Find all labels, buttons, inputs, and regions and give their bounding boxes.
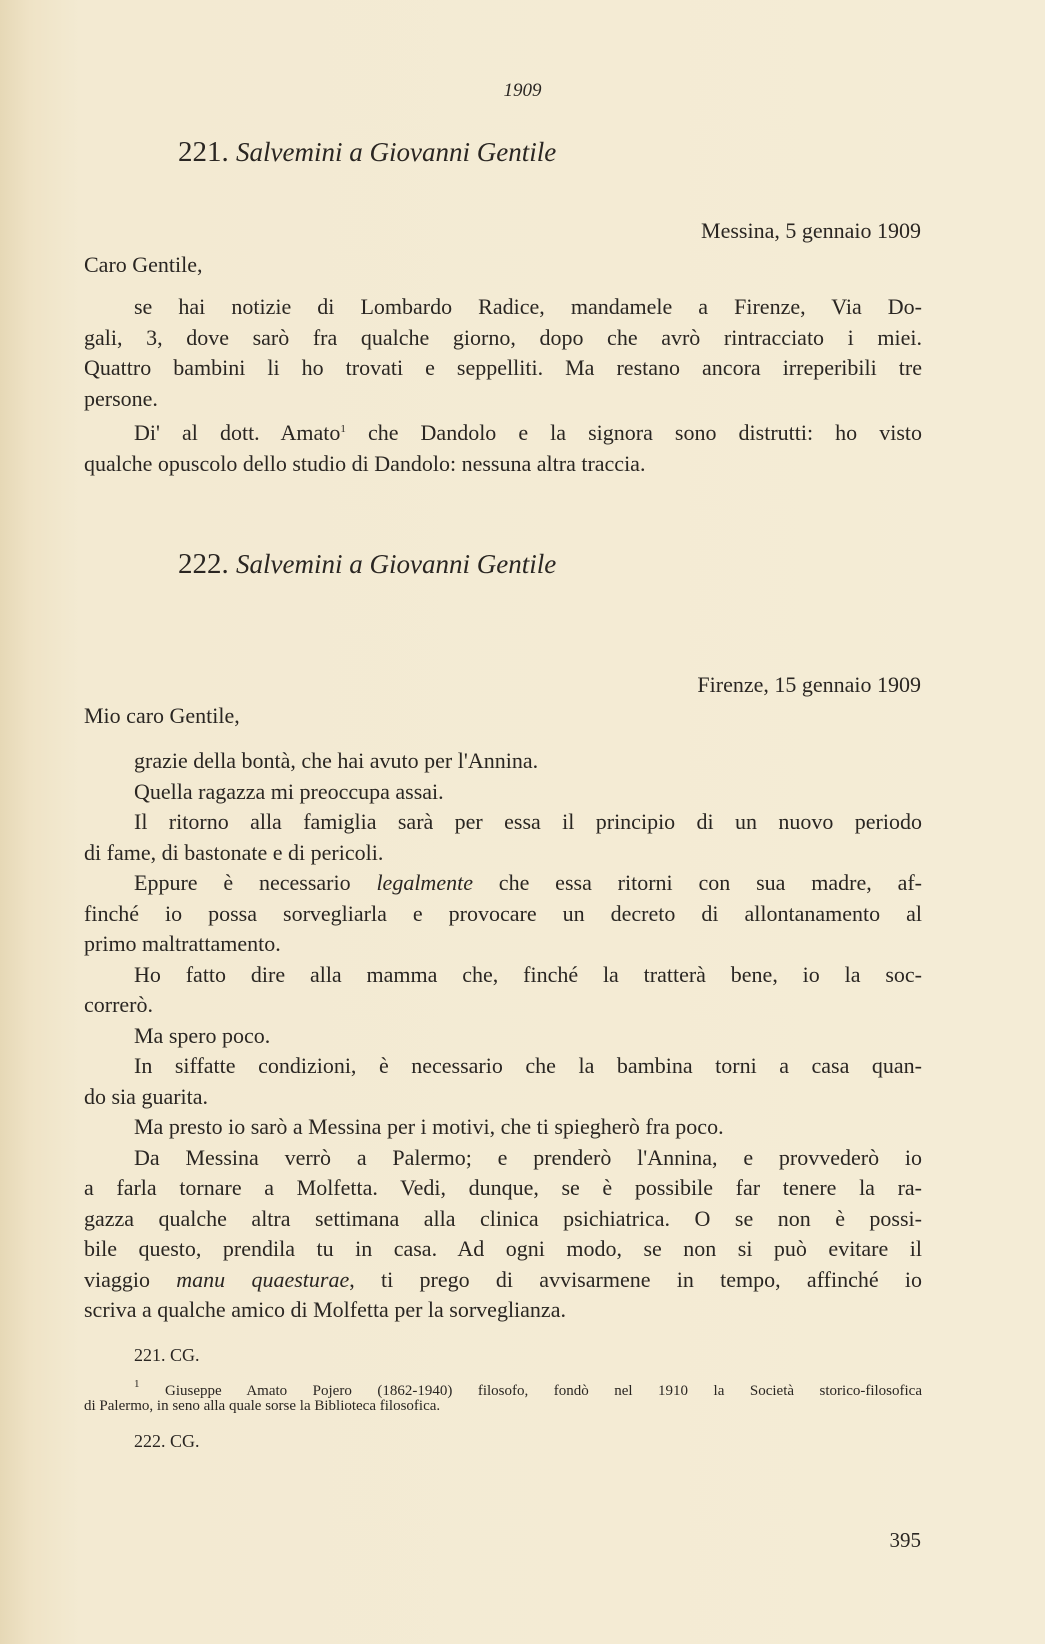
text-line — [84, 868, 922, 899]
source-note-221: 221. CG. — [134, 1345, 200, 1365]
text-line: Il ritorno alla famiglia sarà per essa il principio di un nuovo periodo — [134, 809, 922, 834]
text-line: di fame, di bastonate e di pericoli. — [84, 839, 384, 865]
source-note-222: 222. CG. — [134, 1431, 200, 1451]
text-line: In siffatte condizioni, è necessario che la bambina torni a casa quan- — [134, 1053, 922, 1078]
footnote-marker: 1 — [134, 1378, 140, 1390]
text-line: Ma presto io sarò a Messina per i motivi, che ti spiegherò fra poco. — [134, 1114, 724, 1139]
salutation-222: Mio caro Gentile, — [84, 703, 240, 728]
text-line — [84, 414, 922, 449]
text-line: correrò. — [84, 992, 154, 1017]
text-fragment: , ti prego di avvisarmene in tempo, affinché io — [349, 1266, 922, 1292]
page-number: 395 — [889, 1528, 921, 1552]
text-fragment: viaggio — [84, 1266, 177, 1292]
dateline-222: Firenze, 15 gennaio 1909 — [697, 672, 921, 697]
letter-heading-221 — [178, 136, 556, 169]
letter-title: Salvemini a Giovanni Gentile — [236, 549, 557, 579]
text-line: grazie della bontà, che hai avuto per l'Annina. — [134, 748, 539, 773]
text-line: qualche opuscolo dello studio di Dandolo: nessuna altra traccia. — [84, 450, 646, 476]
running-head: 1909 — [503, 80, 542, 101]
text-line: gazza qualche altra settimana alla clinica psichiatrica. O se non è possi- — [84, 1205, 922, 1231]
salutation-221: Caro Gentile, — [84, 252, 203, 277]
text-line: do sia guarita. — [84, 1083, 209, 1109]
letter-number: 221. — [178, 136, 229, 168]
letter-heading-222 — [178, 548, 556, 581]
text-fragment: Di' al dott. Amato — [134, 420, 341, 445]
italic-emphasis: manu quaesturae — [176, 1266, 350, 1292]
text-line — [84, 1265, 922, 1296]
text-line: Quattro bambini li ho trovati e seppelliti. Ma restano ancora irreperibili tre — [84, 355, 922, 380]
footnote-text: Giuseppe Amato Pojero (1862-1940) filosofo, fondò nel 1910 la Società storico-filosofica — [165, 1383, 923, 1399]
letter-number: 222. — [178, 548, 229, 580]
text-fragment: che essa ritorni con sua madre, af- — [472, 870, 922, 895]
text-fragment: Eppure è necessario — [134, 870, 377, 895]
text-line: bile questo, prendila tu in casa. Ad ogni modo, se non si può evitare il — [84, 1236, 922, 1261]
dateline-221: Messina, 5 gennaio 1909 — [701, 218, 921, 243]
text-line: scriva a qualche amico di Molfetta per la sorveglianza. — [84, 1297, 566, 1322]
text-fragment: che Dandolo e la signora sono distrutti: ho visto — [345, 420, 923, 445]
letter-title: Salvemini a Giovanni Gentile — [236, 137, 557, 167]
text-line: a farla tornare a Molfetta. Vedi, dunque, se è possibile far tenere la ra- — [84, 1175, 922, 1200]
text-line: Da Messina verrò a Palermo; e prenderò l'Annina, e provvederò io — [134, 1144, 922, 1170]
italic-emphasis: legalmente — [376, 870, 473, 895]
text-line: primo maltrattamento. — [84, 931, 281, 956]
footnote-marker: 1 — [340, 423, 346, 435]
text-line: Ma spero poco. — [134, 1022, 271, 1048]
text-line: persone. — [84, 385, 158, 411]
letter-body-222 — [84, 746, 922, 1326]
text-line: gali, 3, dove sarò fra qualche giorno, dopo che avrò rintracciato i miei. — [84, 324, 922, 350]
footnote-1-line2: di Palermo, in seno alla quale sorse la Biblioteca filosofica. — [84, 1398, 441, 1414]
footnote-1-line1 — [134, 1378, 922, 1400]
text-line: Quella ragazza mi preoccupa assai. — [134, 778, 444, 804]
text-line: se hai notizie di Lombardo Radice, mandamele a Firenze, Via Do- — [134, 294, 922, 319]
text-line: finché io possa sorvegliarla e provocare un decreto di allontanamento al — [84, 900, 922, 926]
text-line: Ho fatto dire alla mamma che, finché la tratterà bene, io la soc- — [134, 961, 922, 987]
letter-body-221 — [84, 292, 922, 479]
